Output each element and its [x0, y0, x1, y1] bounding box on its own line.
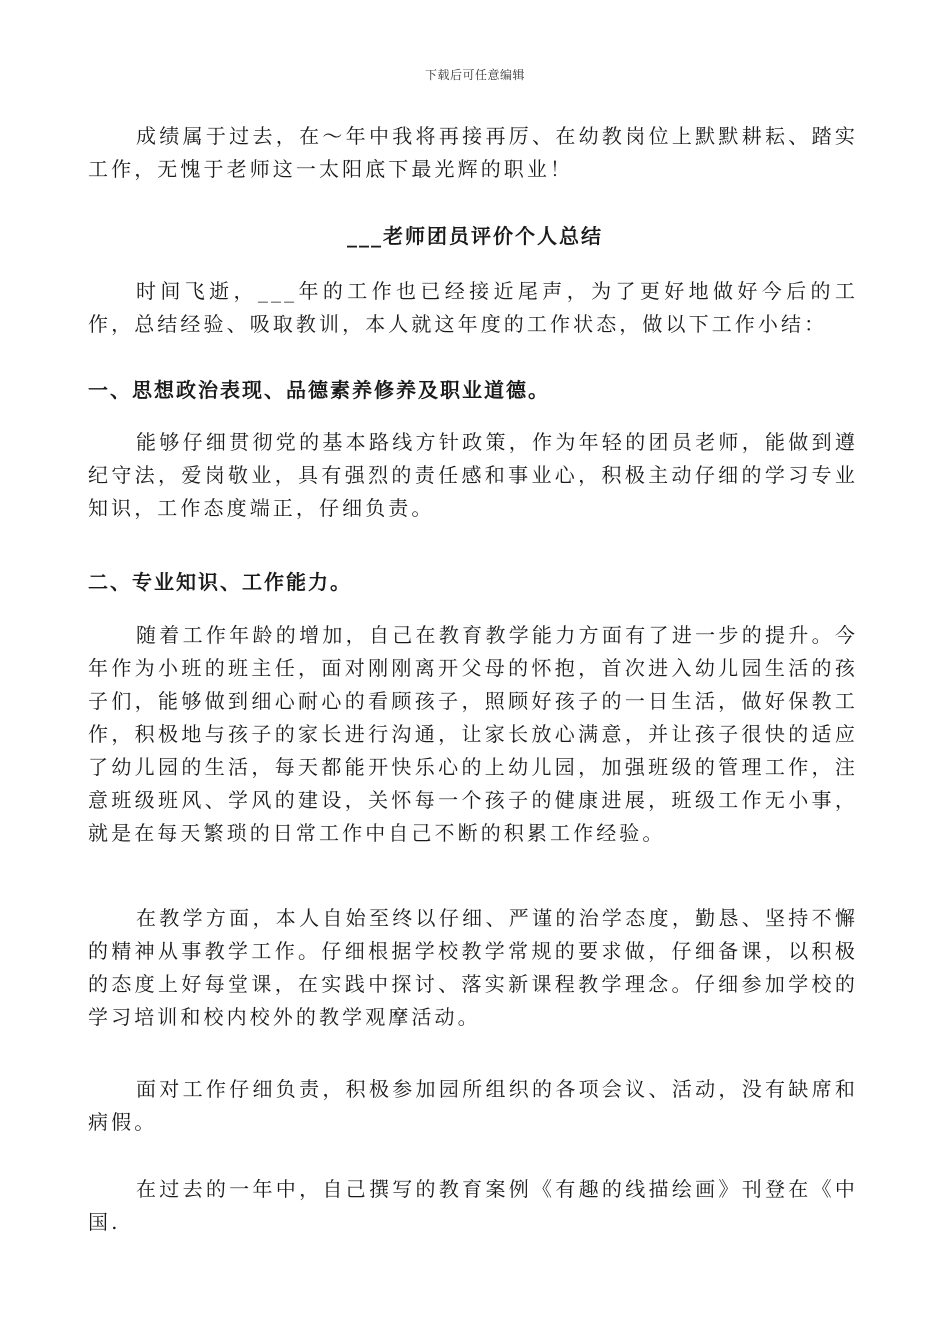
paragraph-teaching: 在教学方面，本人自始至终以仔细、严谨的治学态度，勤恳、坚持不懈的精神从事教学工作。仔细根据学校教学常规的要求做，仔细备课，以积极的态度上好每堂课，在实践中探讨、落实新课程教学理念。仔细参加学校的学习培训和校内校外的教学观摩活动。	[88, 906, 858, 1029]
paragraph-ability: 随着工作年龄的增加，自己在教育教学能力方面有了进一步的提升。今年作为小班的班主任，面对刚刚离开父母的怀抱，首次进入幼儿园生活的孩子们，能够做到细心耐心的看顾孩子，照顾好孩子的一日生活，做好保教工作，积极地与孩子的家长进行沟通，让家长放心满意，并让孩子很快的适应了幼儿园的生活，每天都能开快乐心的上幼儿园，加强班级的管理工作，注意班级班风、学风的建设，关怀每一个孩子的健康进展，班级工作无小事，就是在每天繁琐的日常工作中自己不断的积累工作经验。	[88, 623, 858, 845]
paragraph-ideology: 能够仔细贯彻党的基本路线方针政策，作为年轻的团员老师，能做到遵纪守法，爱岗敬业，具有强烈的责任感和事业心，积极主动仔细的学习专业知识，工作态度端正，仔细负责。	[88, 430, 858, 520]
section-heading-2: 二、专业知识、工作能力。	[88, 570, 352, 594]
paragraph-intro: 时间飞逝，___年的工作也已经接近尾声，为了更好地做好今后的工作，总结经验、吸取教训，本人就这年度的工作状态，做以下工作小结：	[88, 279, 858, 336]
document-title: ___老师团员评价个人总结	[347, 224, 603, 248]
paragraph-attendance: 面对工作仔细负责，积极参加园所组织的各项会议、活动，没有缺席和病假。	[88, 1077, 858, 1134]
paragraph-publication: 在过去的一年中，自己撰写的教育案例《有趣的线描绘画》刊登在《中国.	[88, 1177, 858, 1234]
paragraph-conclusion: 成绩属于过去，在～年中我将再接再厉、在幼教岗位上默默耕耘、踏实工作，无愧于老师这一太阳底下最光辉的职业！	[88, 124, 858, 181]
section-heading-1: 一、思想政治表现、品德素养修养及职业道德。	[88, 378, 550, 402]
page-header: 下载后可任意编辑	[424, 68, 525, 82]
